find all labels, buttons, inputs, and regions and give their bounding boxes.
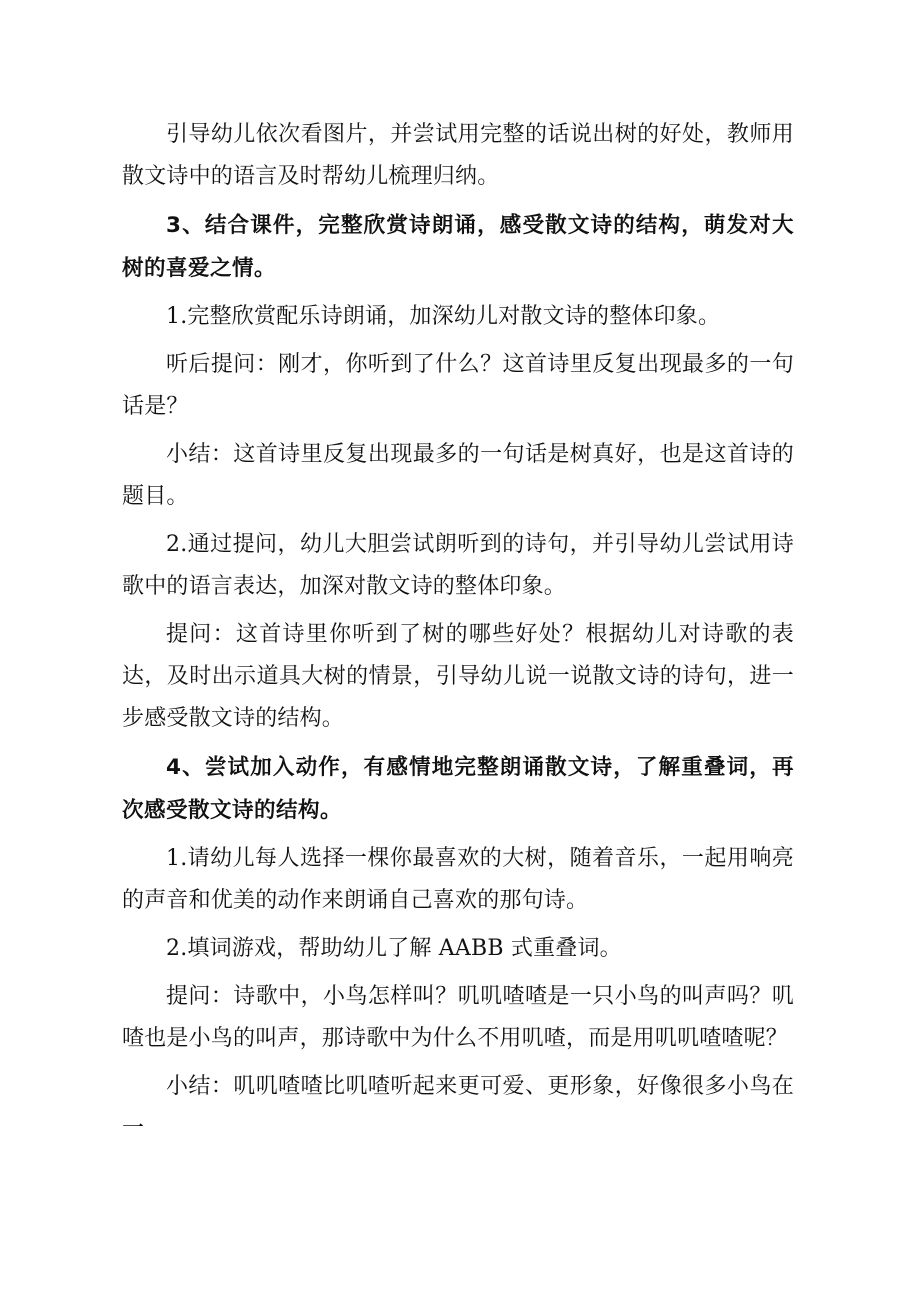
- paragraph-3: 听后提问：刚才，你听到了什么？这首诗里反复出现最多的一句话是？: [122, 352, 794, 419]
- paragraph-2: 1.完整欣赏配乐诗朗诵，加深幼儿对散文诗的整体印象。: [166, 304, 721, 329]
- paragraph-9: 提问：诗歌中，小鸟怎样叫？叽叽喳喳是一只小鸟的叫声吗？叽喳也是小鸟的叫声，那诗歌中为什么不用叽喳，而是用叽叽喳喳呢？: [122, 984, 794, 1051]
- paragraph-5: 2.通过提问，幼儿大胆尝试朗听到的诗句，并引导幼儿尝试用诗歌中的语言表达，加深对散文诗的整体印象。: [122, 532, 794, 599]
- section-heading-4: 4、尝试加入动作，有感情地完整朗诵散文诗，了解重叠词，再次感受散文诗的结构。: [122, 755, 794, 823]
- paragraph-7: 1.请幼儿每人选择一棵你最喜欢的大树，随着音乐，一起用响亮的声音和优美的动作来朗诵自己喜欢的那句诗。: [122, 846, 794, 913]
- paragraph-4: 小结：这首诗里反复出现最多的一句话是树真好，也是这首诗的题目。: [122, 442, 794, 509]
- document-body: [122, 114, 794, 1156]
- section-heading-3: 3、结合课件，完整欣赏诗朗诵，感受散文诗的结构，萌发对大树的喜爱之情。: [122, 213, 794, 281]
- paragraph-1: 引导幼儿依次看图片，并尝试用完整的话说出树的好处，教师用散文诗中的语言及时帮幼儿梳理归纳。: [122, 122, 794, 189]
- paragraph-8: 2.填词游戏，帮助幼儿了解 AABB 式重叠词。: [166, 936, 622, 961]
- paragraph-6: 提问：这首诗里你听到了树的哪些好处？根据幼儿对诗歌的表达，及时出示道具大树的情景，引导幼儿说一说散文诗的诗句，进一步感受散文诗的结构。: [122, 622, 794, 731]
- paragraph-10: 小结：叽叽喳喳比叽喳听起来更可爱、更形象，好像很多小鸟在一: [122, 1074, 794, 1141]
